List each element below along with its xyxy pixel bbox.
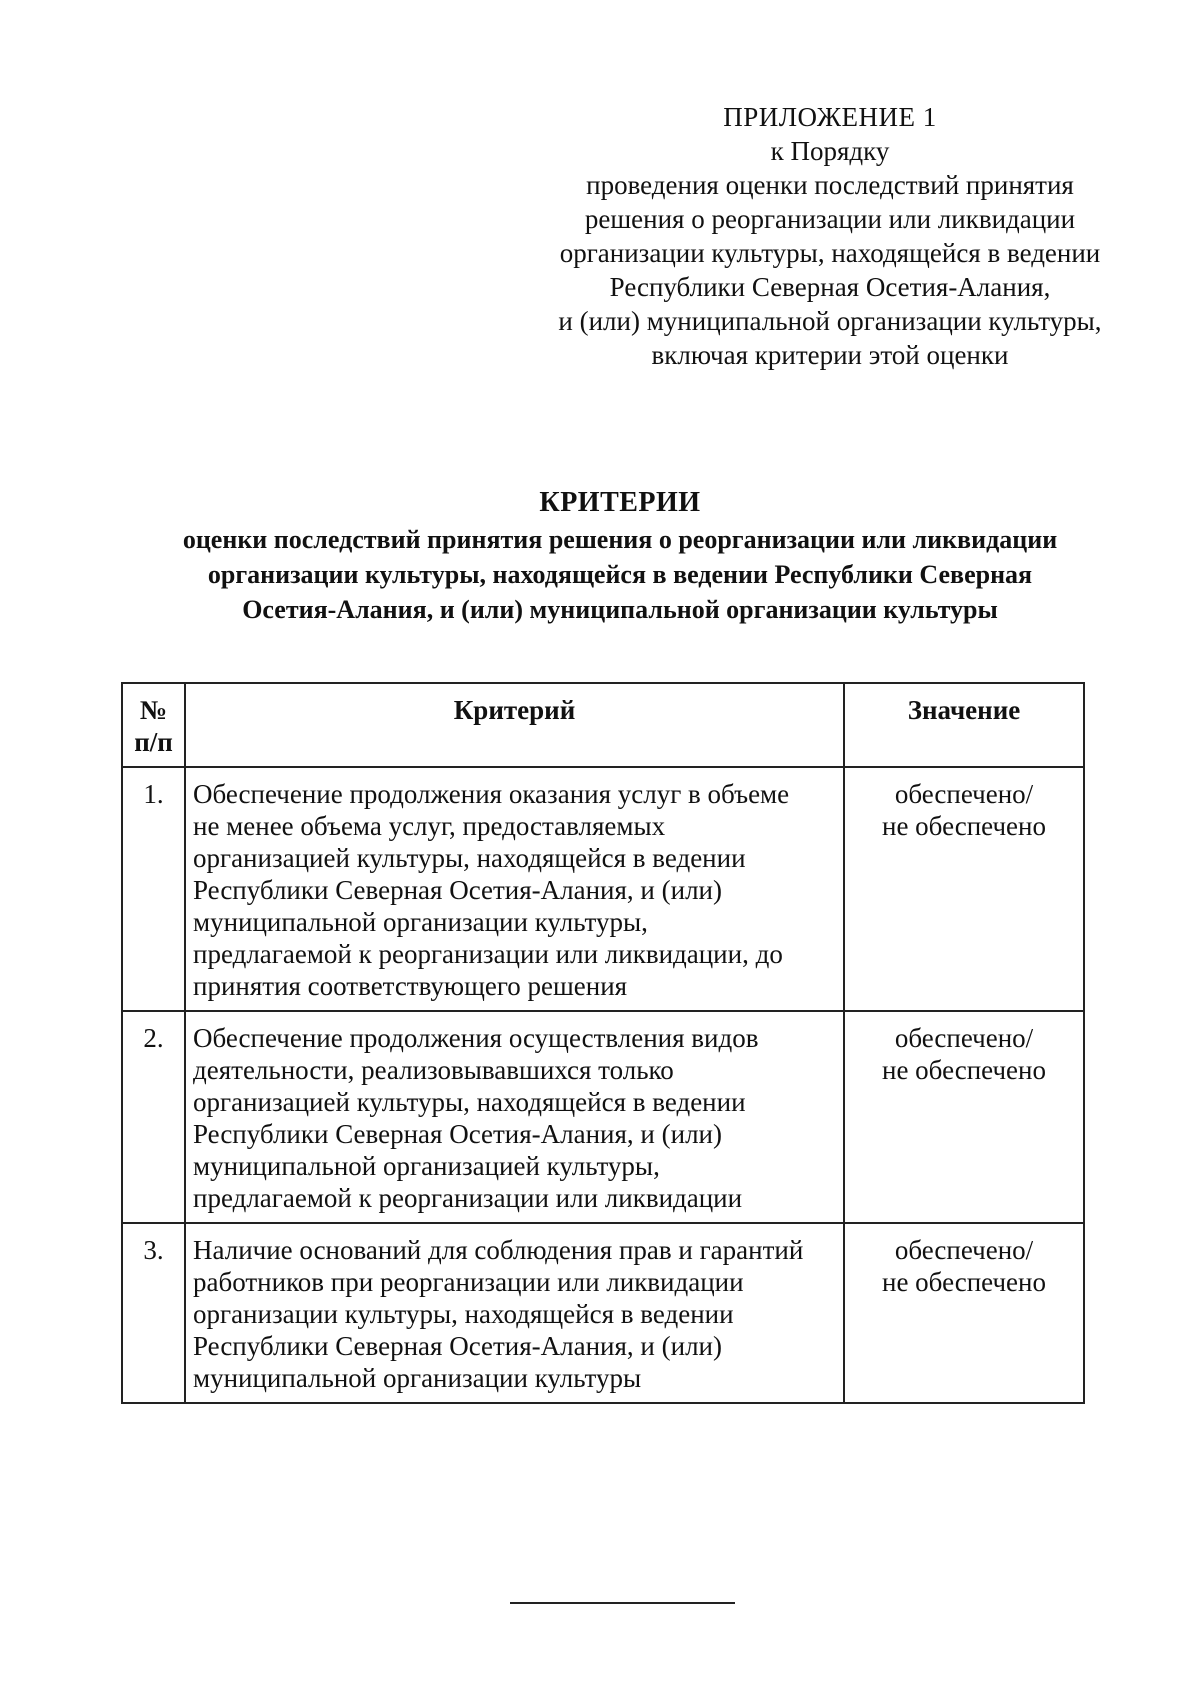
table-row [122, 767, 1084, 1011]
criterion-line: муниципальной организации культуры, [193, 907, 648, 937]
criterion-line: организации культуры, находящейся в ведении [193, 1299, 734, 1329]
criterion-line: деятельности, реализовывавшихся только [193, 1055, 674, 1085]
table-row [122, 1011, 1084, 1223]
criterion-line: муниципальной организацией культуры, [193, 1151, 660, 1181]
criterion-line: организацией культуры, находящейся в ведении [193, 1087, 746, 1117]
row-number: 2. [122, 1011, 185, 1223]
row-value [844, 1223, 1084, 1403]
criterion-line: Республики Северная Осетия-Алания, и (или) [193, 1119, 722, 1149]
appendix-block [540, 100, 1120, 372]
row-value [844, 1011, 1084, 1223]
criterion-line: Республики Северная Осетия-Алания, и (или) [193, 875, 722, 905]
criterion-line: работников при реорганизации или ликвидации [193, 1267, 744, 1297]
header-number [122, 683, 185, 767]
appendix-line: и (или) муниципальной организации культуры, [558, 306, 1102, 336]
value-line: не обеспечено [882, 1267, 1046, 1297]
appendix-title: ПРИЛОЖЕНИЕ 1 [723, 102, 937, 132]
value-line: не обеспечено [882, 811, 1046, 841]
row-value [844, 767, 1084, 1011]
end-separator-line [510, 1602, 735, 1604]
criterion-line: муниципальной организации культуры [193, 1363, 642, 1393]
criterion-line: Республики Северная Осетия-Алания, и (или) [193, 1331, 722, 1361]
criterion-line: не менее объема услуг, предоставляемых [193, 811, 666, 841]
table-header-row [122, 683, 1084, 767]
criterion-line: Наличие оснований для соблюдения прав и гарантий [193, 1235, 804, 1265]
appendix-line: включая критерии этой оценки [651, 340, 1009, 370]
document-subtitle-line: организации культуры, находящейся в ведении Республики Северная [207, 560, 1033, 589]
header-number-symbol: № [139, 695, 168, 725]
header-value: Значение [844, 683, 1084, 767]
appendix-line: организации культуры, находящейся в ведении [559, 238, 1101, 268]
value-line: обеспечено/ [894, 779, 1034, 809]
appendix-line: проведения оценки последствий принятия [586, 170, 1074, 200]
document-subtitle-line: оценки последствий принятия решения о реорганизации или ликвидации [182, 525, 1058, 554]
row-criterion [185, 1011, 844, 1223]
appendix-line: к Порядку [770, 136, 890, 166]
row-number: 1. [122, 767, 185, 1011]
criterion-line: предлагаемой к реорганизации или ликвидации [193, 1183, 743, 1213]
value-line: обеспечено/ [894, 1023, 1034, 1053]
table-row [122, 1223, 1084, 1403]
document-title: КРИТЕРИИ [539, 487, 701, 518]
appendix-line: Республики Северная Осетия-Алания, [609, 272, 1051, 302]
appendix-line: решения о реорганизации или ликвидации [584, 204, 1076, 234]
criterion-line: предлагаемой к реорганизации или ликвидации, до [193, 939, 783, 969]
header-criterion: Критерий [185, 683, 844, 767]
header-number-label: п/п [134, 727, 173, 757]
criterion-line: Обеспечение продолжения оказания услуг в объеме [193, 779, 790, 809]
value-line: не обеспечено [882, 1055, 1046, 1085]
row-number: 3. [122, 1223, 185, 1403]
row-criterion [185, 767, 844, 1011]
criteria-table [121, 682, 1085, 1404]
criterion-line: организацией культуры, находящейся в ведении [193, 843, 746, 873]
criterion-line: Обеспечение продолжения осуществления видов [193, 1023, 759, 1053]
row-criterion [185, 1223, 844, 1403]
value-line: обеспечено/ [894, 1235, 1034, 1265]
document-subtitle-line: Осетия-Алания, и (или) муниципальной организации культуры [242, 595, 998, 624]
criterion-line: принятия соответствующего решения [193, 971, 628, 1001]
document-heading [120, 484, 1120, 627]
